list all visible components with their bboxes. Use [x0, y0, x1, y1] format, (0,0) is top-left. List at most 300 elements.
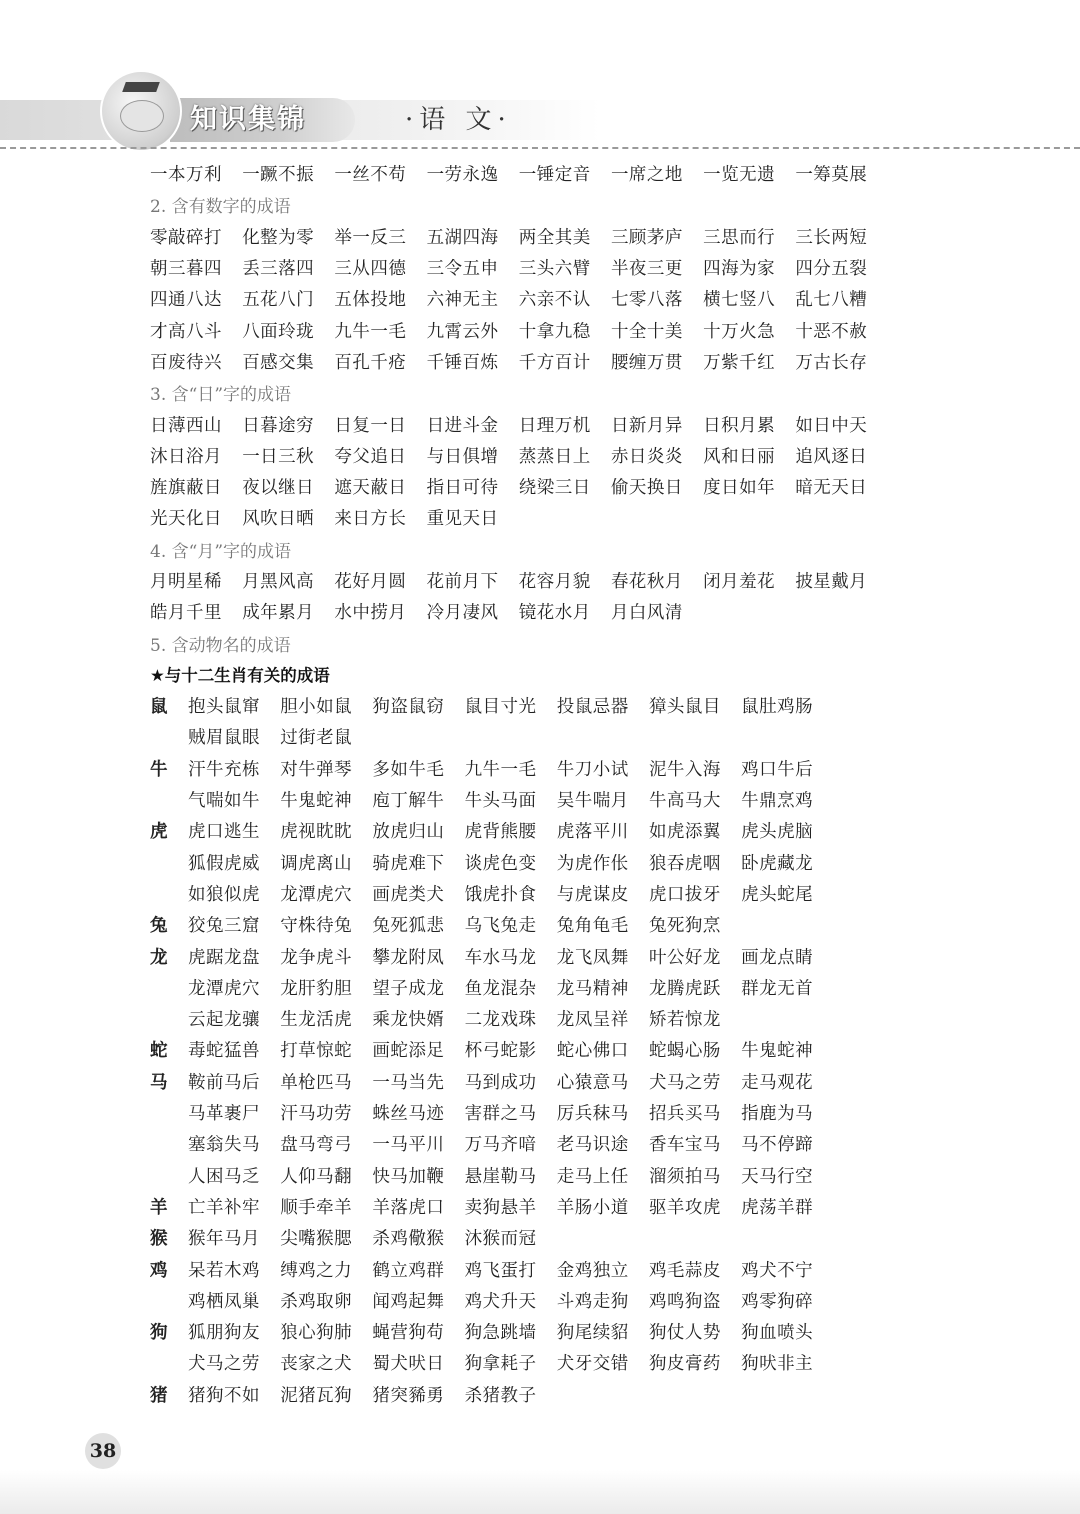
mascot-logo-icon	[100, 70, 182, 152]
section-heading: 4. 含“月”字的成语	[150, 541, 292, 562]
idiom-item: 泥猪瓦狗	[280, 1385, 353, 1406]
idiom-item: 鸡毛蒜皮	[648, 1260, 721, 1281]
subsection-heading: ★与十二生肖有关的成语	[150, 666, 330, 686]
idiom-row	[150, 440, 1030, 471]
idiom-item: 日暮途穷	[242, 415, 315, 436]
idiom-item: 举一反三	[334, 227, 407, 248]
zodiac-idiom-row	[150, 1316, 1030, 1347]
idiom-item: 狐朋狗友	[188, 1323, 260, 1344]
idiom-item: 与日俱增	[426, 446, 499, 467]
idiom-item: 九牛一毛	[464, 759, 537, 780]
idiom-item: 生龙活虎	[280, 1010, 353, 1031]
section-heading-row	[150, 377, 1030, 408]
idiom-item: 龙潭虎穴	[188, 978, 260, 999]
idiom-item: 悬崖勒马	[464, 1166, 537, 1187]
idiom-item: 赤日炎炎	[610, 446, 683, 467]
idiom-item: 人仰马翻	[280, 1166, 353, 1187]
idiom-item: 十拿九稳	[518, 321, 591, 342]
idiom-item: 心猿意马	[556, 1072, 629, 1093]
idiom-item: 风和日丽	[703, 446, 776, 467]
idiom-item: 亡羊补牢	[188, 1197, 260, 1218]
idiom-item: 如虎添翼	[648, 822, 721, 843]
idiom-item: 卧虎藏龙	[741, 853, 814, 874]
idiom-item: 一锤定音	[518, 165, 591, 186]
idiom-item: 花前月下	[426, 572, 499, 592]
idiom-item: 守株待兔	[280, 916, 353, 937]
idiom-item: 蛇心佛口	[556, 1041, 629, 1062]
idiom-item: 两全其美	[518, 227, 591, 248]
idiom-item: 牛高马大	[648, 791, 721, 812]
idiom-item: 一蹶不振	[242, 165, 315, 186]
idiom-item: 花好月圆	[334, 572, 407, 592]
idiom-item: 风吹日晒	[242, 509, 315, 530]
idiom-item: 成年累月	[242, 603, 315, 624]
idiom-item: 望子成龙	[372, 978, 445, 999]
zodiac-idiom-row	[150, 1191, 1030, 1222]
idiom-item: 害群之马	[464, 1104, 537, 1125]
idiom-item: 丢三落四	[242, 259, 315, 280]
idiom-item: 骑虎难下	[372, 853, 445, 874]
idiom-item: 牛刀小试	[556, 759, 629, 780]
idiom-item: 横七竖八	[703, 290, 776, 311]
idiom-item: 猴年马月	[188, 1229, 260, 1250]
idiom-item: 万紫千红	[703, 352, 776, 373]
zodiac-idiom-row	[150, 1347, 1030, 1378]
zodiac-idiom-row	[150, 1160, 1030, 1191]
idiom-item: 鹤立鸡群	[372, 1260, 445, 1281]
idiom-item: 狼心狗肺	[280, 1323, 353, 1344]
idiom-item: 画虎类犬	[372, 884, 445, 905]
idiom-item: 与虎谋皮	[556, 884, 629, 905]
idiom-item: 六神无主	[426, 290, 499, 311]
idiom-item: 香车宝马	[648, 1135, 721, 1156]
idiom-item: 蛛丝马迹	[372, 1104, 445, 1125]
idiom-item: 马革裹尸	[188, 1104, 260, 1125]
idiom-item: 单枪匹马	[280, 1072, 353, 1093]
idiom-item: 腰缠万贯	[610, 352, 683, 373]
page-header	[0, 70, 1080, 150]
idiom-item: 八面玲珑	[242, 321, 315, 342]
header-divider	[0, 147, 1080, 149]
idiom-item: 狗拿耗子	[464, 1354, 537, 1375]
zodiac-idiom-row	[150, 1003, 1030, 1034]
idiom-item: 蛇蝎心肠	[648, 1041, 721, 1062]
idiom-item: 光天化日	[150, 509, 222, 530]
idiom-item: 兔死狐悲	[372, 916, 445, 937]
idiom-item: 鸡犬升天	[464, 1291, 537, 1312]
idiom-item: 零敲碎打	[150, 227, 222, 248]
idiom-item: 虎口逃生	[188, 822, 260, 843]
idiom-item: 毒蛇猛兽	[188, 1041, 260, 1062]
mascot-face	[120, 100, 164, 132]
idiom-item: 羊落虎口	[372, 1197, 445, 1218]
idiom-item: 日复一日	[334, 415, 407, 436]
idiom-item: 调虎离山	[280, 853, 353, 874]
idiom-row	[150, 408, 1030, 439]
idiom-item: 一筹莫展	[795, 165, 868, 186]
zodiac-idiom-row	[150, 1379, 1030, 1410]
idiom-item: 投鼠忌器	[556, 697, 629, 718]
zodiac-idiom-row	[150, 1034, 1030, 1065]
section-heading: 5. 含动物名的成语	[150, 635, 291, 656]
idiom-item: 五湖四海	[426, 227, 499, 248]
idiom-item: 乘龙快婿	[372, 1010, 445, 1031]
idiom-item: 打草惊蛇	[280, 1041, 353, 1062]
idiom-item: 如狼似虎	[188, 884, 260, 905]
idiom-item: 指日可待	[426, 478, 499, 499]
idiom-item: 天马行空	[741, 1166, 814, 1187]
idiom-item: 鸡零狗碎	[741, 1291, 814, 1312]
idiom-item: 日进斗金	[426, 415, 499, 436]
idiom-item: 沐日浴月	[150, 446, 222, 467]
idiom-row	[150, 596, 1030, 627]
idiom-item: 贼眉鼠眼	[188, 728, 260, 749]
idiom-item: 马到成功	[464, 1072, 537, 1093]
idiom-item: 日新月异	[610, 415, 683, 436]
zodiac-idiom-row	[150, 721, 1030, 752]
idiom-item: 沐猴而冠	[464, 1229, 537, 1250]
idiom-item: 狡兔三窟	[188, 916, 260, 937]
zodiac-idiom-row	[150, 878, 1030, 909]
idiom-item: 牛头马面	[464, 791, 537, 812]
subsection-heading-row	[150, 659, 1030, 690]
idiom-item: 金鸡独立	[556, 1260, 629, 1281]
idiom-item: 鱼龙混杂	[464, 978, 537, 999]
idiom-item: 狗急跳墙	[464, 1323, 537, 1344]
idiom-item: 龙飞凤舞	[556, 947, 629, 968]
idiom-item: 虎踞龙盘	[188, 947, 260, 968]
idiom-item: 三顾茅庐	[610, 227, 683, 248]
idiom-item: 饿虎扑食	[464, 884, 537, 905]
idiom-item: 四分五裂	[795, 259, 868, 280]
idiom-item: 狐假虎威	[188, 853, 260, 874]
idiom-item: 虎荡羊群	[741, 1197, 814, 1218]
idiom-item: 虎背熊腰	[464, 822, 537, 843]
idiom-item: 一本万利	[150, 165, 222, 186]
idiom-item: 牛鬼蛇神	[741, 1041, 814, 1062]
idiom-item: 九牛一毛	[334, 321, 407, 342]
idiom-item: 一劳永逸	[426, 165, 499, 186]
idiom-item: 如日中天	[795, 415, 868, 436]
idiom-item: 虎口拔牙	[648, 884, 721, 905]
idiom-item: 四海为家	[703, 259, 776, 280]
idiom-item: 尖嘴猴腮	[280, 1229, 353, 1250]
zodiac-idiom-row	[150, 815, 1030, 846]
idiom-item: 车水马龙	[464, 947, 537, 968]
idiom-item: 镜花水月	[518, 603, 591, 624]
idiom-item: 蒸蒸日上	[518, 446, 591, 467]
idiom-row	[150, 221, 1030, 252]
idiom-item: 六亲不认	[518, 290, 591, 311]
idiom-item: 对牛弹琴	[280, 759, 353, 780]
idiom-item: 斗鸡走狗	[556, 1291, 629, 1312]
idiom-item: 画龙点睛	[741, 947, 814, 968]
idiom-item: 百感交集	[242, 352, 315, 373]
idiom-item: 一览无遗	[703, 165, 776, 186]
idiom-item: 胆小如鼠	[280, 697, 353, 718]
idiom-item: 顺手牵羊	[280, 1197, 353, 1218]
zodiac-label: 羊	[150, 1197, 168, 1218]
idiom-item: 水中捞月	[334, 603, 407, 624]
zodiac-label: 狗	[150, 1323, 168, 1344]
idiom-item: 谈虎色变	[464, 853, 537, 874]
idiom-item: 狗尾续貂	[556, 1323, 629, 1344]
section-heading-row	[150, 627, 1030, 658]
idiom-item: 丧家之犬	[280, 1354, 353, 1375]
idiom-row	[150, 565, 1030, 596]
idiom-item: 塞翁失马	[188, 1135, 260, 1156]
section-heading: 3. 含“日”字的成语	[150, 385, 292, 406]
page-number: 38	[85, 1433, 121, 1469]
idiom-item: 龙争虎斗	[280, 947, 353, 968]
idiom-item: 庖丁解牛	[372, 791, 445, 812]
zodiac-idiom-row	[150, 1285, 1030, 1316]
zodiac-label: 兔	[150, 916, 168, 937]
idiom-item: 走马观花	[741, 1072, 814, 1093]
idiom-item: 汗牛充栋	[188, 759, 260, 780]
idiom-item: 十万火急	[703, 321, 776, 342]
idiom-item: 五花八门	[242, 290, 315, 311]
zodiac-idiom-row	[150, 690, 1030, 721]
idiom-item: 老马识途	[556, 1135, 629, 1156]
idiom-item: 虎落平川	[556, 822, 629, 843]
idiom-item: 鼠肚鸡肠	[741, 697, 814, 718]
idiom-item: 犬马之劳	[648, 1072, 721, 1093]
zodiac-idiom-row	[150, 972, 1030, 1003]
header-title: 知识集锦	[190, 104, 306, 135]
zodiac-idiom-row	[150, 1066, 1030, 1097]
idiom-item: 乱七八糟	[795, 290, 868, 311]
zodiac-label: 龙	[150, 947, 168, 968]
idiom-item: 快马加鞭	[372, 1166, 445, 1187]
idiom-item: 牛鬼蛇神	[280, 791, 353, 812]
idiom-item: 人困马乏	[188, 1166, 260, 1187]
idiom-item: 羊肠小道	[556, 1197, 629, 1218]
graduation-cap-icon	[122, 82, 160, 92]
idiom-item: 狗皮膏药	[648, 1354, 721, 1375]
idiom-item: 鸡栖凤巢	[188, 1291, 260, 1312]
idiom-item: 七零八落	[610, 290, 683, 311]
idiom-item: 鸡鸣狗盗	[648, 1291, 721, 1312]
idiom-item: 鸡犬不宁	[741, 1260, 814, 1281]
idiom-item: 溜须拍马	[648, 1166, 721, 1187]
idiom-item: 蜀犬吠日	[372, 1354, 445, 1375]
idiom-item: 盘马弯弓	[280, 1135, 353, 1156]
idiom-item: 杀猪教子	[464, 1385, 537, 1406]
idiom-item: 厉兵秣马	[556, 1104, 629, 1125]
idiom-item: 一丝不苟	[334, 165, 407, 186]
idiom-content	[150, 158, 1030, 1410]
idiom-item: 百孔千疮	[334, 352, 407, 373]
idiom-item: 杀鸡取卵	[280, 1291, 353, 1312]
idiom-item: 披星戴月	[795, 572, 868, 592]
idiom-item: 日薄西山	[150, 415, 222, 436]
idiom-item: 招兵买马	[648, 1104, 721, 1125]
zodiac-label: 猴	[150, 1229, 168, 1250]
idiom-item: 化整为零	[242, 227, 315, 248]
zodiac-label: 牛	[150, 759, 168, 780]
idiom-item: 千锤百炼	[426, 352, 499, 373]
idiom-item: 虎视眈眈	[280, 822, 353, 843]
idiom-item: 遮天蔽日	[334, 478, 407, 499]
idiom-item: 三头六臂	[518, 259, 591, 280]
idiom-item: 气喘如牛	[188, 791, 260, 812]
idiom-item: 朝三暮四	[150, 259, 222, 280]
idiom-item: 兔角龟毛	[556, 916, 629, 937]
idiom-item: 缚鸡之力	[280, 1260, 353, 1281]
idiom-item: 三思而行	[703, 227, 776, 248]
idiom-row	[150, 346, 1030, 377]
idiom-item: 乌飞兔走	[464, 916, 537, 937]
zodiac-idiom-row	[150, 940, 1030, 971]
idiom-item: 二龙戏珠	[464, 1010, 537, 1031]
idiom-item: 九霄云外	[426, 321, 499, 342]
idiom-item: 夸父追日	[334, 446, 407, 467]
idiom-item: 狗盗鼠窃	[372, 697, 445, 718]
idiom-item: 闭月羞花	[703, 572, 776, 592]
idiom-item: 牛鼎烹鸡	[741, 791, 814, 812]
header-subject: ·语 文·	[405, 105, 512, 135]
idiom-row	[150, 252, 1030, 283]
idiom-item: 百废待兴	[150, 352, 222, 373]
zodiac-label: 蛇	[150, 1041, 168, 1062]
zodiac-label: 虎	[150, 822, 168, 843]
section-heading-row	[150, 189, 1030, 220]
idiom-item: 日积月累	[703, 415, 776, 436]
zodiac-idiom-row	[150, 1128, 1030, 1159]
idiom-item: 闻鸡起舞	[372, 1291, 445, 1312]
idiom-item: 蝇营狗苟	[372, 1323, 445, 1344]
section-heading: 2. 含有数字的成语	[150, 197, 291, 218]
idiom-item: 追风逐日	[795, 446, 868, 467]
idiom-item: 度日如年	[703, 478, 776, 499]
idiom-item: 重见天日	[426, 509, 499, 530]
idiom-item: 鸡口牛后	[741, 759, 814, 780]
zodiac-label: 猪	[150, 1385, 168, 1406]
idiom-item: 虎头蛇尾	[741, 884, 814, 905]
idiom-item: 皓月千里	[150, 603, 222, 624]
idiom-item: 矫若惊龙	[648, 1010, 721, 1031]
idiom-item: 万马齐喑	[464, 1135, 537, 1156]
idiom-item: 千方百计	[518, 352, 591, 373]
idiom-item: 三长两短	[795, 227, 868, 248]
idiom-row	[150, 471, 1030, 502]
idiom-item: 云起龙骧	[188, 1010, 260, 1031]
idiom-item: 吴牛喘月	[556, 791, 629, 812]
idiom-item: 旌旗蔽日	[150, 478, 222, 499]
idiom-item: 万古长存	[795, 352, 868, 373]
zodiac-idiom-row	[150, 784, 1030, 815]
idiom-item: 叶公好龙	[648, 947, 721, 968]
idiom-item: 指鹿为马	[741, 1104, 814, 1125]
idiom-item: 一日三秋	[242, 446, 315, 467]
idiom-item: 犬马之劳	[188, 1354, 260, 1375]
idiom-item: 一马平川	[372, 1135, 445, 1156]
idiom-item: 狗血喷头	[741, 1323, 814, 1344]
idiom-item: 兔死狗烹	[648, 916, 721, 937]
idiom-item: 三令五申	[426, 259, 499, 280]
idiom-item: 放虎归山	[372, 822, 445, 843]
zodiac-label: 鸡	[150, 1260, 168, 1281]
idiom-item: 春花秋月	[610, 572, 683, 592]
idiom-item: 三从四德	[334, 259, 407, 280]
idiom-item: 群龙无首	[741, 978, 814, 999]
idiom-row	[150, 314, 1030, 345]
idiom-item: 杯弓蛇影	[464, 1041, 537, 1062]
idiom-item: 马不停蹄	[741, 1135, 814, 1156]
idiom-row	[150, 158, 1030, 189]
idiom-item: 一席之地	[610, 165, 683, 186]
idiom-item: 走马上任	[556, 1166, 629, 1187]
zodiac-idiom-row	[150, 1222, 1030, 1253]
idiom-item: 獐头鼠目	[648, 697, 721, 718]
idiom-item: 龙肝豹胆	[280, 978, 353, 999]
idiom-item: 龙马精神	[556, 978, 629, 999]
idiom-item: 猪突豨勇	[372, 1385, 445, 1406]
idiom-item: 过街老鼠	[280, 728, 353, 749]
zodiac-idiom-row	[150, 1097, 1030, 1128]
zodiac-label: 马	[150, 1072, 168, 1093]
idiom-item: 一马当先	[372, 1072, 445, 1093]
idiom-item: 虎头虎脑	[741, 822, 814, 843]
idiom-item: 攀龙附凤	[372, 947, 445, 968]
idiom-item: 多如牛毛	[372, 759, 445, 780]
idiom-item: 月白风清	[610, 603, 683, 624]
idiom-item: 暗无天日	[795, 478, 868, 499]
idiom-item: 狗吠非主	[741, 1354, 814, 1375]
idiom-item: 才高八斗	[150, 321, 222, 342]
zodiac-idiom-row	[150, 847, 1030, 878]
idiom-item: 日理万机	[518, 415, 591, 436]
zodiac-label: 鼠	[150, 697, 168, 718]
idiom-item: 龙凤呈祥	[556, 1010, 629, 1031]
idiom-item: 犬牙交错	[556, 1354, 629, 1375]
zodiac-idiom-row	[150, 753, 1030, 784]
idiom-item: 抱头鼠窜	[188, 697, 260, 718]
idiom-item: 泥牛入海	[648, 759, 721, 780]
idiom-item: 十恶不赦	[795, 321, 868, 342]
idiom-item: 杀鸡儆猴	[372, 1229, 445, 1250]
idiom-item: 四通八达	[150, 290, 222, 311]
idiom-item: 月明星稀	[150, 572, 222, 592]
footer-decoration	[0, 1470, 1080, 1514]
idiom-item: 十全十美	[610, 321, 683, 342]
idiom-row	[150, 502, 1030, 533]
idiom-item: 汗马功劳	[280, 1104, 353, 1125]
idiom-item: 为虎作伥	[556, 853, 629, 874]
idiom-item: 龙腾虎跃	[648, 978, 721, 999]
idiom-item: 卖狗悬羊	[464, 1197, 537, 1218]
section-heading-row	[150, 534, 1030, 565]
idiom-item: 鼠目寸光	[464, 697, 537, 718]
zodiac-idiom-row	[150, 909, 1030, 940]
idiom-item: 花容月貌	[518, 572, 591, 592]
idiom-item: 来日方长	[334, 509, 407, 530]
idiom-item: 鸡飞蛋打	[464, 1260, 537, 1281]
idiom-item: 冷月凄风	[426, 603, 499, 624]
idiom-item: 夜以继日	[242, 478, 315, 499]
idiom-item: 龙潭虎穴	[280, 884, 353, 905]
idiom-item: 画蛇添足	[372, 1041, 445, 1062]
idiom-item: 狗仗人势	[648, 1323, 721, 1344]
idiom-item: 驱羊攻虎	[648, 1197, 721, 1218]
idiom-item: 狼吞虎咽	[648, 853, 721, 874]
idiom-item: 鞍前马后	[188, 1072, 260, 1093]
zodiac-idiom-row	[150, 1253, 1030, 1284]
idiom-row	[150, 283, 1030, 314]
idiom-item: 猪狗不如	[188, 1385, 260, 1406]
idiom-item: 偷天换日	[610, 478, 683, 499]
